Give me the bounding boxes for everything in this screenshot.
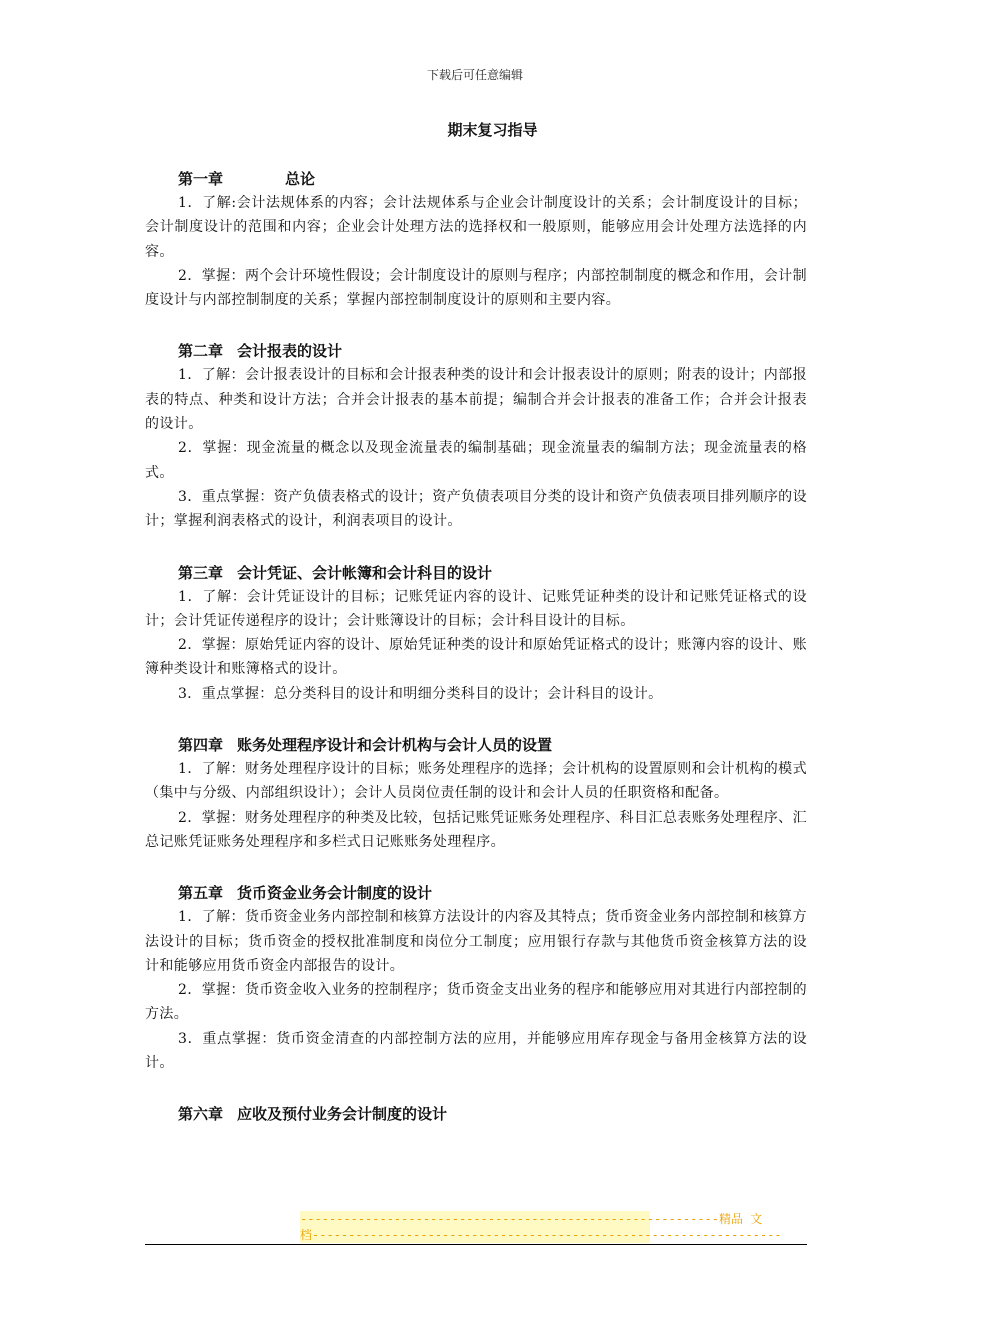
chapter-heading [145,562,807,584]
document-title: 期末复习指导 [447,121,538,139]
chapter-title: 会计报表的设计 [237,342,343,361]
chapter-heading [145,734,807,756]
paragraph: 1．了解:会计法规体系的内容；会计法规体系与企业会计制度设计的关系；会计制度设计的目标；会计制度设计的范围和内容；企业会计处理方法的选择权和一般原则，能够应用会计处理方法选择的内容。 [145,195,807,260]
chapter-1 [145,168,807,312]
footer-watermark-line: ----------------------------------------------------------精品 文 [300,1212,763,1226]
paragraph: 3．重点掌握：总分类科目的设计和明细分类科目的设计；会计科目的设计。 [178,685,663,702]
paragraph: 2．掌握：财务处理程序的种类及比较，包括记账凭证账务处理程序、科目汇总表账务处理程序、汇总记账凭证账务处理程序和多栏式日记账账务处理程序。 [145,809,807,850]
chapter-number: 第三章 [178,563,224,582]
chapter-number: 第四章 [178,736,224,755]
chapter-title: 货币资金业务会计制度的设计 [237,884,433,903]
paragraph: 3．重点掌握：资产负债表格式的设计；资产负债表项目分类的设计和资产负债表项目排列顺序的设计；掌握利润表格式的设计，利润表项目的设计。 [145,488,807,530]
chapter-number: 第五章 [178,884,224,903]
paragraph: 3．重点掌握：货币资金清查的内部控制方法的应用，并能够应用库存现金与备用金核算方法的设计。 [145,1030,807,1072]
chapter-number: 第二章 [178,342,224,361]
paragraph: 2．掌握：两个会计环境性假设；会计制度设计的原则与程序；内部控制制度的概念和作用，会计制度设计与内部控制制度的关系；掌握内部控制制度设计的原则和主要内容。 [145,267,807,309]
chapter-2 [145,340,807,533]
paragraph: 1．了解：财务处理程序设计的目标；账务处理程序的选择；会计机构的设置原则和会计机构的模式（集中与分级、内部组织设计）；会计人员岗位责任制的设计和会计人员的任职资格和配备。 [145,761,807,802]
document-body [145,168,807,1153]
footer-divider [145,1244,807,1245]
chapter-title: 会计凭证、会计帐簿和会计科目的设计 [237,563,493,582]
chapter-5 [145,882,807,1075]
chapter-3 [145,562,807,706]
footer-watermark-line: 档----------------------------------------------------------------- [300,1228,782,1242]
chapter-number: 第六章 [178,1105,224,1124]
chapter-title: 应收及预付业务会计制度的设计 [237,1105,448,1124]
chapter-4 [145,734,807,854]
paragraph: 1．了解：会计凭证设计的目标；记账凭证内容的设计、记账凭证种类的设计和记账凭证格式的设计；会计凭证传递程序的设计；会计账簿设计的目标；会计科目设计的目标。 [145,588,807,629]
chapter-heading [145,1103,807,1125]
paragraph: 2．掌握：现金流量的概念以及现金流量表的编制基础；现金流量表的编制方法；现金流量表的格式。 [145,440,807,481]
chapter-heading [145,882,807,904]
chapter-number: 第一章 [178,170,224,188]
chapter-heading [145,168,807,190]
chapter-title: 总论 [285,170,316,188]
chapter-heading [145,340,807,362]
paragraph: 2．掌握：原始凭证内容的设计、原始凭证种类的设计和原始凭证格式的设计；账簿内容的设计、账簿种类设计和账簿格式的设计。 [145,637,807,678]
paragraph: 1．了解：会计报表设计的目标和会计报表种类的设计和会计报表设计的原则；附表的设计；内部报表的特点、种类和设计方法；合并会计报表的基本前提；编制合并会计报表的准备工作；合并会计报表的设计。 [145,367,807,433]
chapter-title: 账务处理程序设计和会计机构与会计人员的设置 [237,736,553,755]
header-note: 下载后可任意编辑 [426,68,523,82]
paragraph: 1．了解：货币资金业务内部控制和核算方法设计的内容及其特点；货币资金业务内部控制和核算方法设计的目标；货币资金的授权批准制度和岗位分工制度；应用银行存款与其他货币资金核算方法的设计和能够应用货币资金内部报告的设计。 [145,909,807,974]
chapter-6 [145,1103,807,1125]
paragraph: 2．掌握：货币资金收入业务的控制程序；货币资金支出业务的程序和能够应用对其进行内部控制的方法。 [145,982,807,1023]
